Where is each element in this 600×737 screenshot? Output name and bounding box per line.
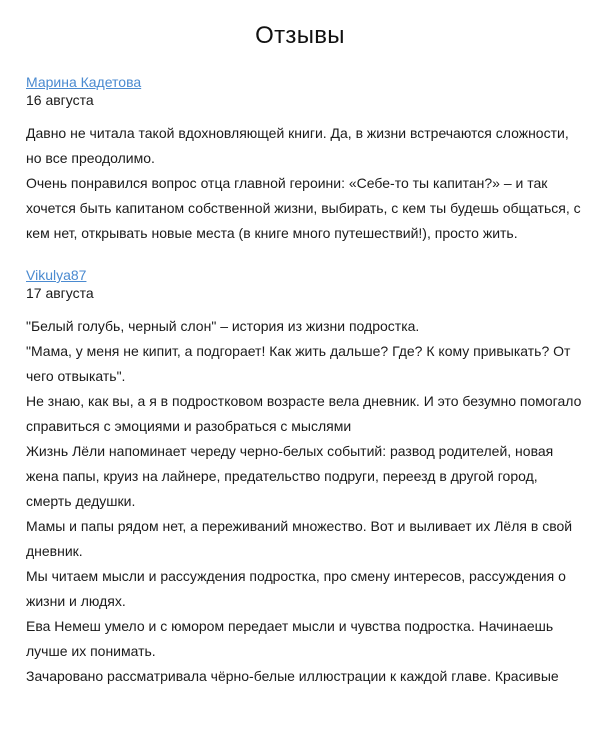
review-text (26, 314, 586, 689)
review-item (26, 73, 586, 246)
review-date: 16 августа (26, 92, 94, 108)
review-author-link[interactable]: Vikulya87 (26, 267, 87, 283)
review-paragraph: "Белый голубь, черный слон" – история из жизни подростка. (26, 318, 420, 334)
review-paragraph: "Мама, у меня не кипит, а подгорает! Как жить дальше? Где? К кому привыкать? От чего отвыкать". (26, 343, 571, 384)
page-title: Отзывы (255, 22, 345, 49)
review-date: 17 августа (26, 285, 94, 301)
review-text (26, 121, 586, 246)
review-paragraph: Мы читаем мысли и рассуждения подростка, про смену интересов, рассуждения о жизни и людях. (26, 568, 566, 609)
review-paragraph: Жизнь Лёли напоминает череду черно-белых событий: развод родителей, новая жена папы, круиз на лайнере, предательство подруги, переезд в другой город, смерть дедушки. (26, 443, 554, 509)
review-paragraph: Очень понравился вопрос отца главной героини: «Себе-то ты капитан?» – и так хочется быть капитаном собственной жизни, выбирать, с кем ты будешь общаться, с кем нет, открывать новые места (в книге много путешествий!), просто жить. (26, 175, 581, 241)
review-paragraph: Мамы и папы рядом нет, а переживаний множество. Вот и выливает их Лёля в свой дневник. (26, 518, 573, 559)
review-paragraph: Зачаровано рассматривала чёрно-белые иллюстрации к каждой главе. Красивые (26, 668, 559, 684)
review-paragraph: Давно не читала такой вдохновляющей книги. Да, в жизни встречаются сложности, но все преодолимо. (26, 125, 569, 166)
review-paragraph: Ева Немеш умело и с юмором передает мысли и чувства подростка. Начинаешь лучше их понимать. (26, 618, 554, 659)
review-item (26, 266, 586, 689)
review-author-link[interactable]: Марина Кадетова (26, 74, 142, 90)
review-paragraph: Не знаю, как вы, а я в подростковом возрасте вела дневник. И это безумно помогало справиться с эмоциями и разобраться с мыслями (26, 393, 582, 434)
